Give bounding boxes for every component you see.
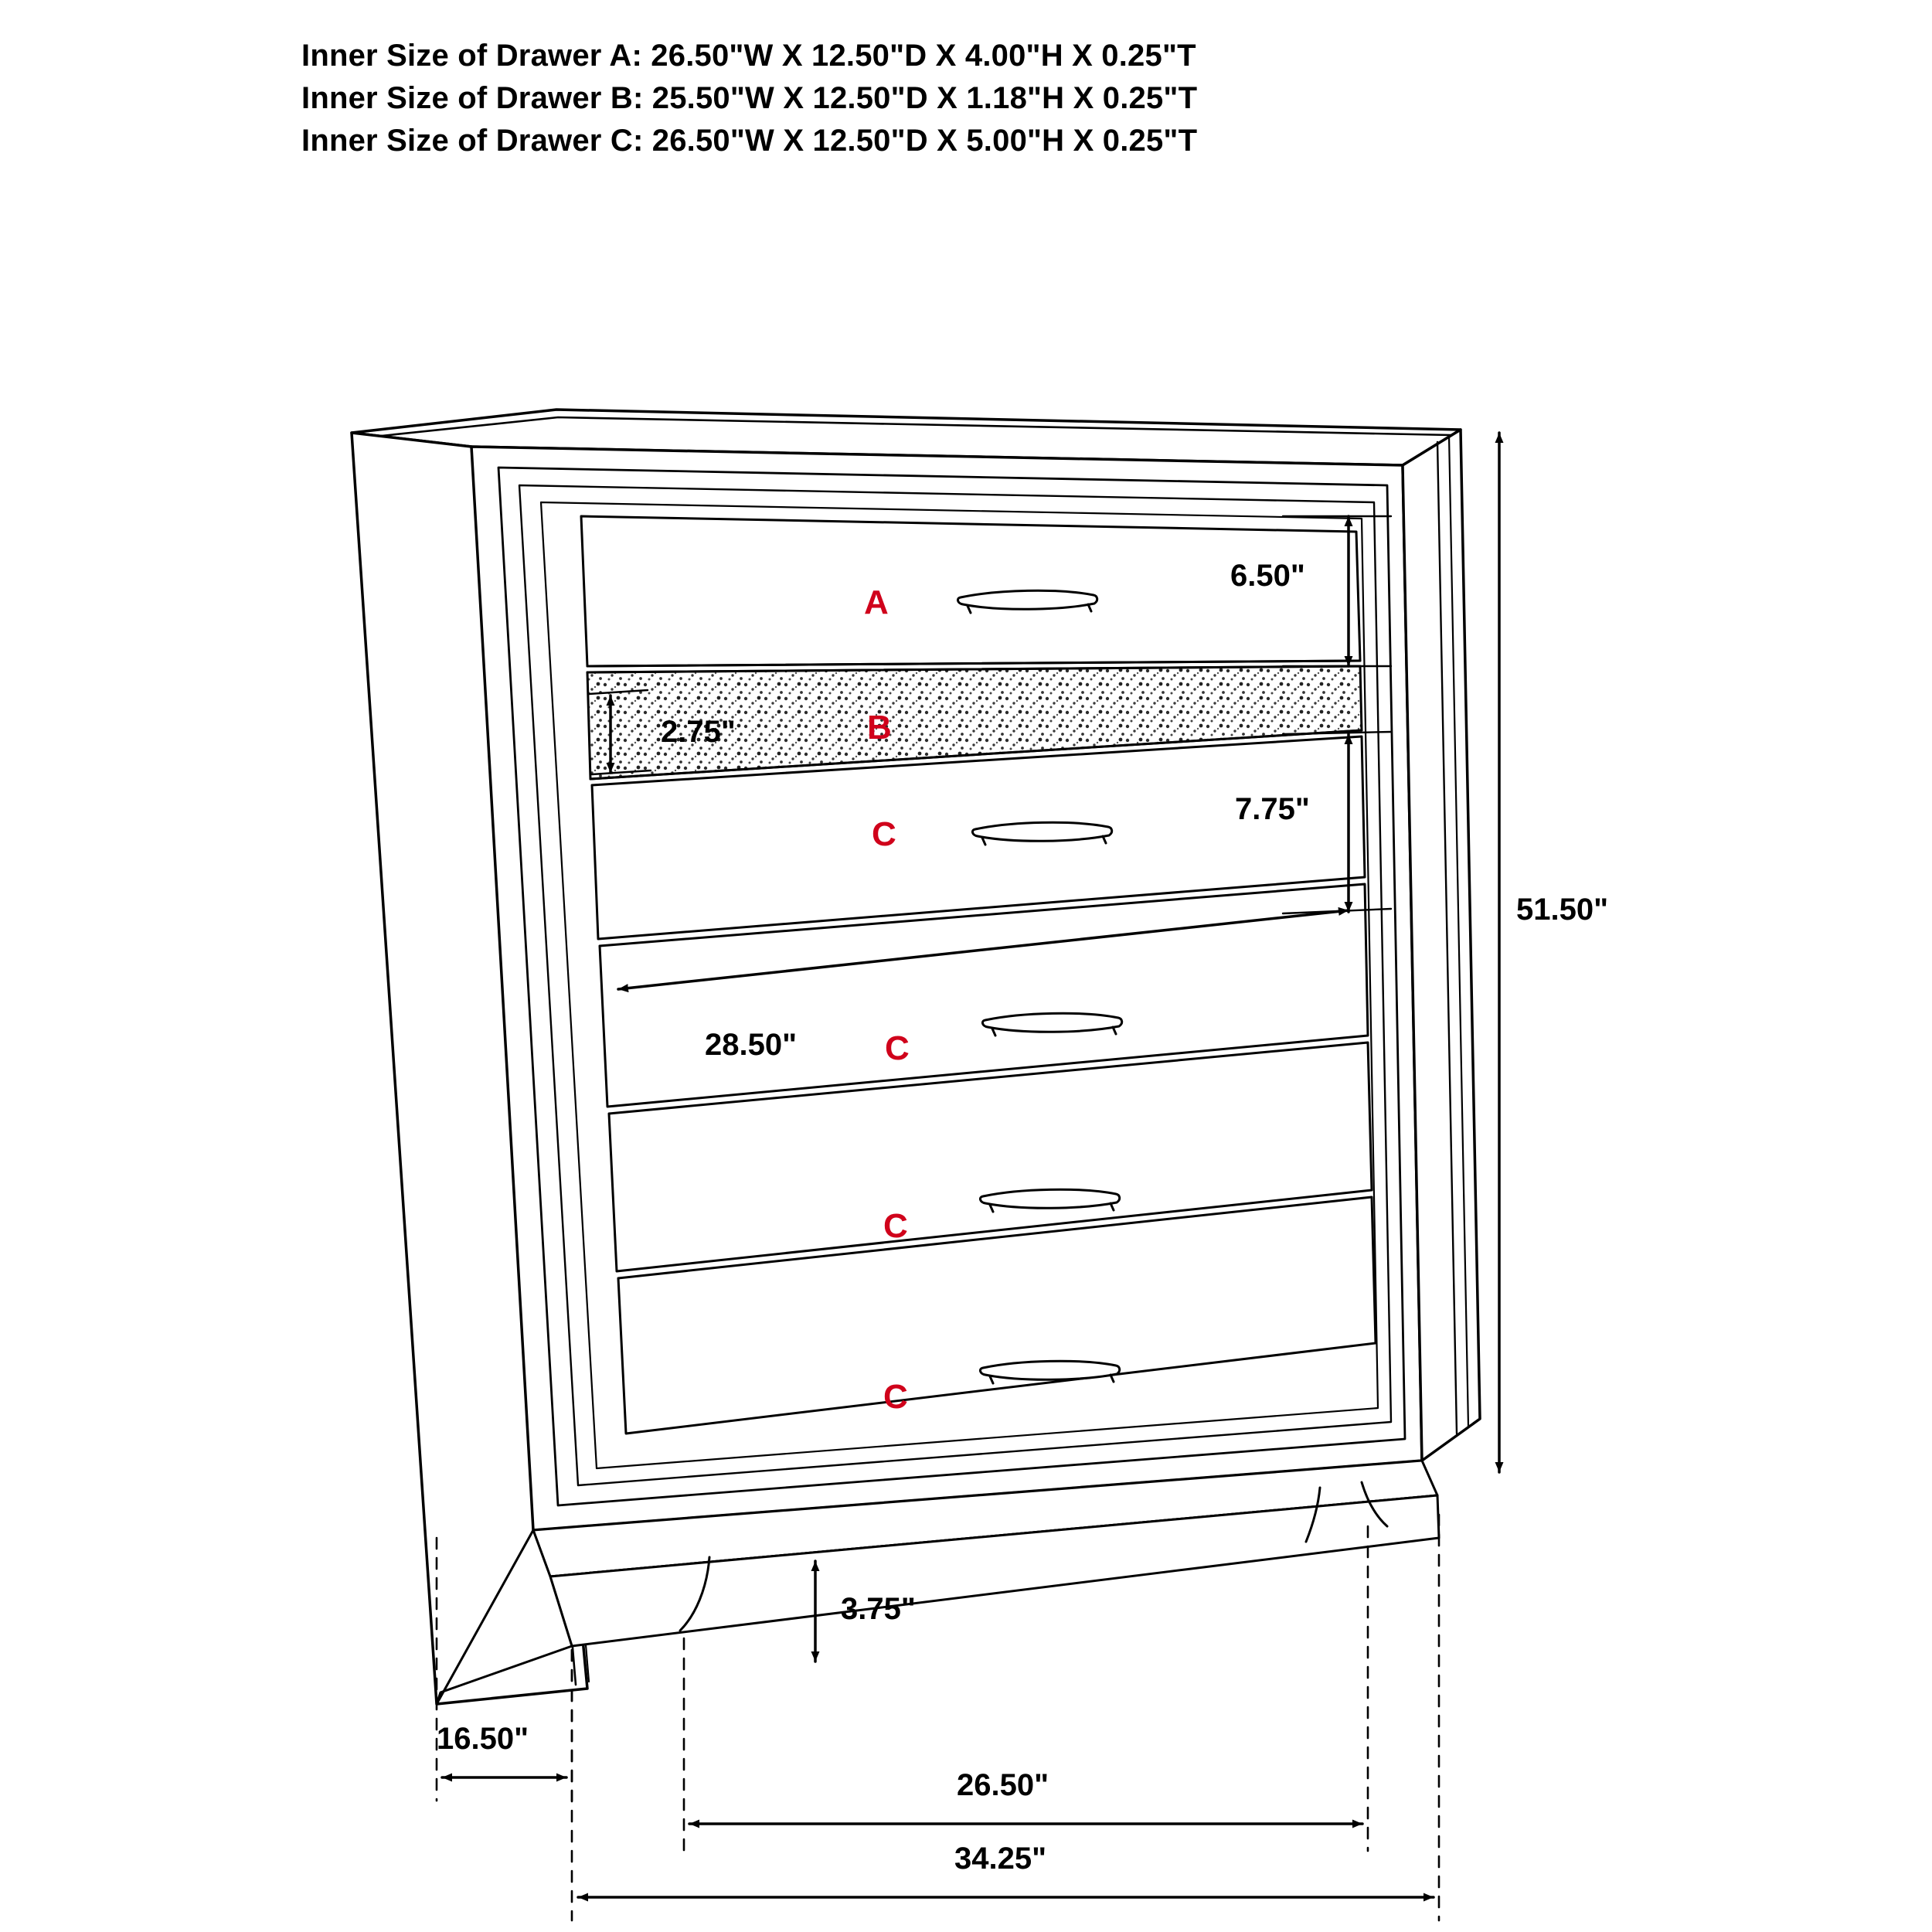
drawer-letter-b: B xyxy=(867,709,892,747)
dim-label-depth: 16.50" xyxy=(437,1722,529,1756)
drawer-letter-c2: C xyxy=(885,1029,910,1067)
dim-label-front-width: 26.50" xyxy=(957,1768,1049,1802)
dim-label-overall-width: 34.25" xyxy=(954,1842,1047,1876)
spec-line-drawer-b: Inner Size of Drawer B: 25.50"W X 12.50"D X 1.18"H X 0.25"T xyxy=(301,81,1198,116)
dim-label-inner-width: 28.50" xyxy=(705,1028,798,1062)
drawer-letter-a: A xyxy=(864,583,889,621)
dim-label-total-height: 51.50" xyxy=(1516,893,1609,927)
dim-label-drawer-b-height: 2.75" xyxy=(661,715,736,749)
dim-label-drawer-a-height: 6.50" xyxy=(1230,559,1305,593)
spec-line-drawer-c: Inner Size of Drawer C: 26.50"W X 12.50"D X 5.00"H X 0.25"T xyxy=(301,124,1198,158)
drawer-letter-c1: C xyxy=(872,815,896,853)
dim-label-drawer-c-height: 7.75" xyxy=(1235,792,1310,826)
dim-label-leg-height: 3.75" xyxy=(841,1592,916,1626)
drawer-letter-c4: C xyxy=(883,1378,908,1416)
drawer-letter-c3: C xyxy=(883,1207,908,1245)
spec-line-drawer-a: Inner Size of Drawer A: 26.50"W X 12.50"D X 4.00"H X 0.25"T xyxy=(301,39,1196,73)
